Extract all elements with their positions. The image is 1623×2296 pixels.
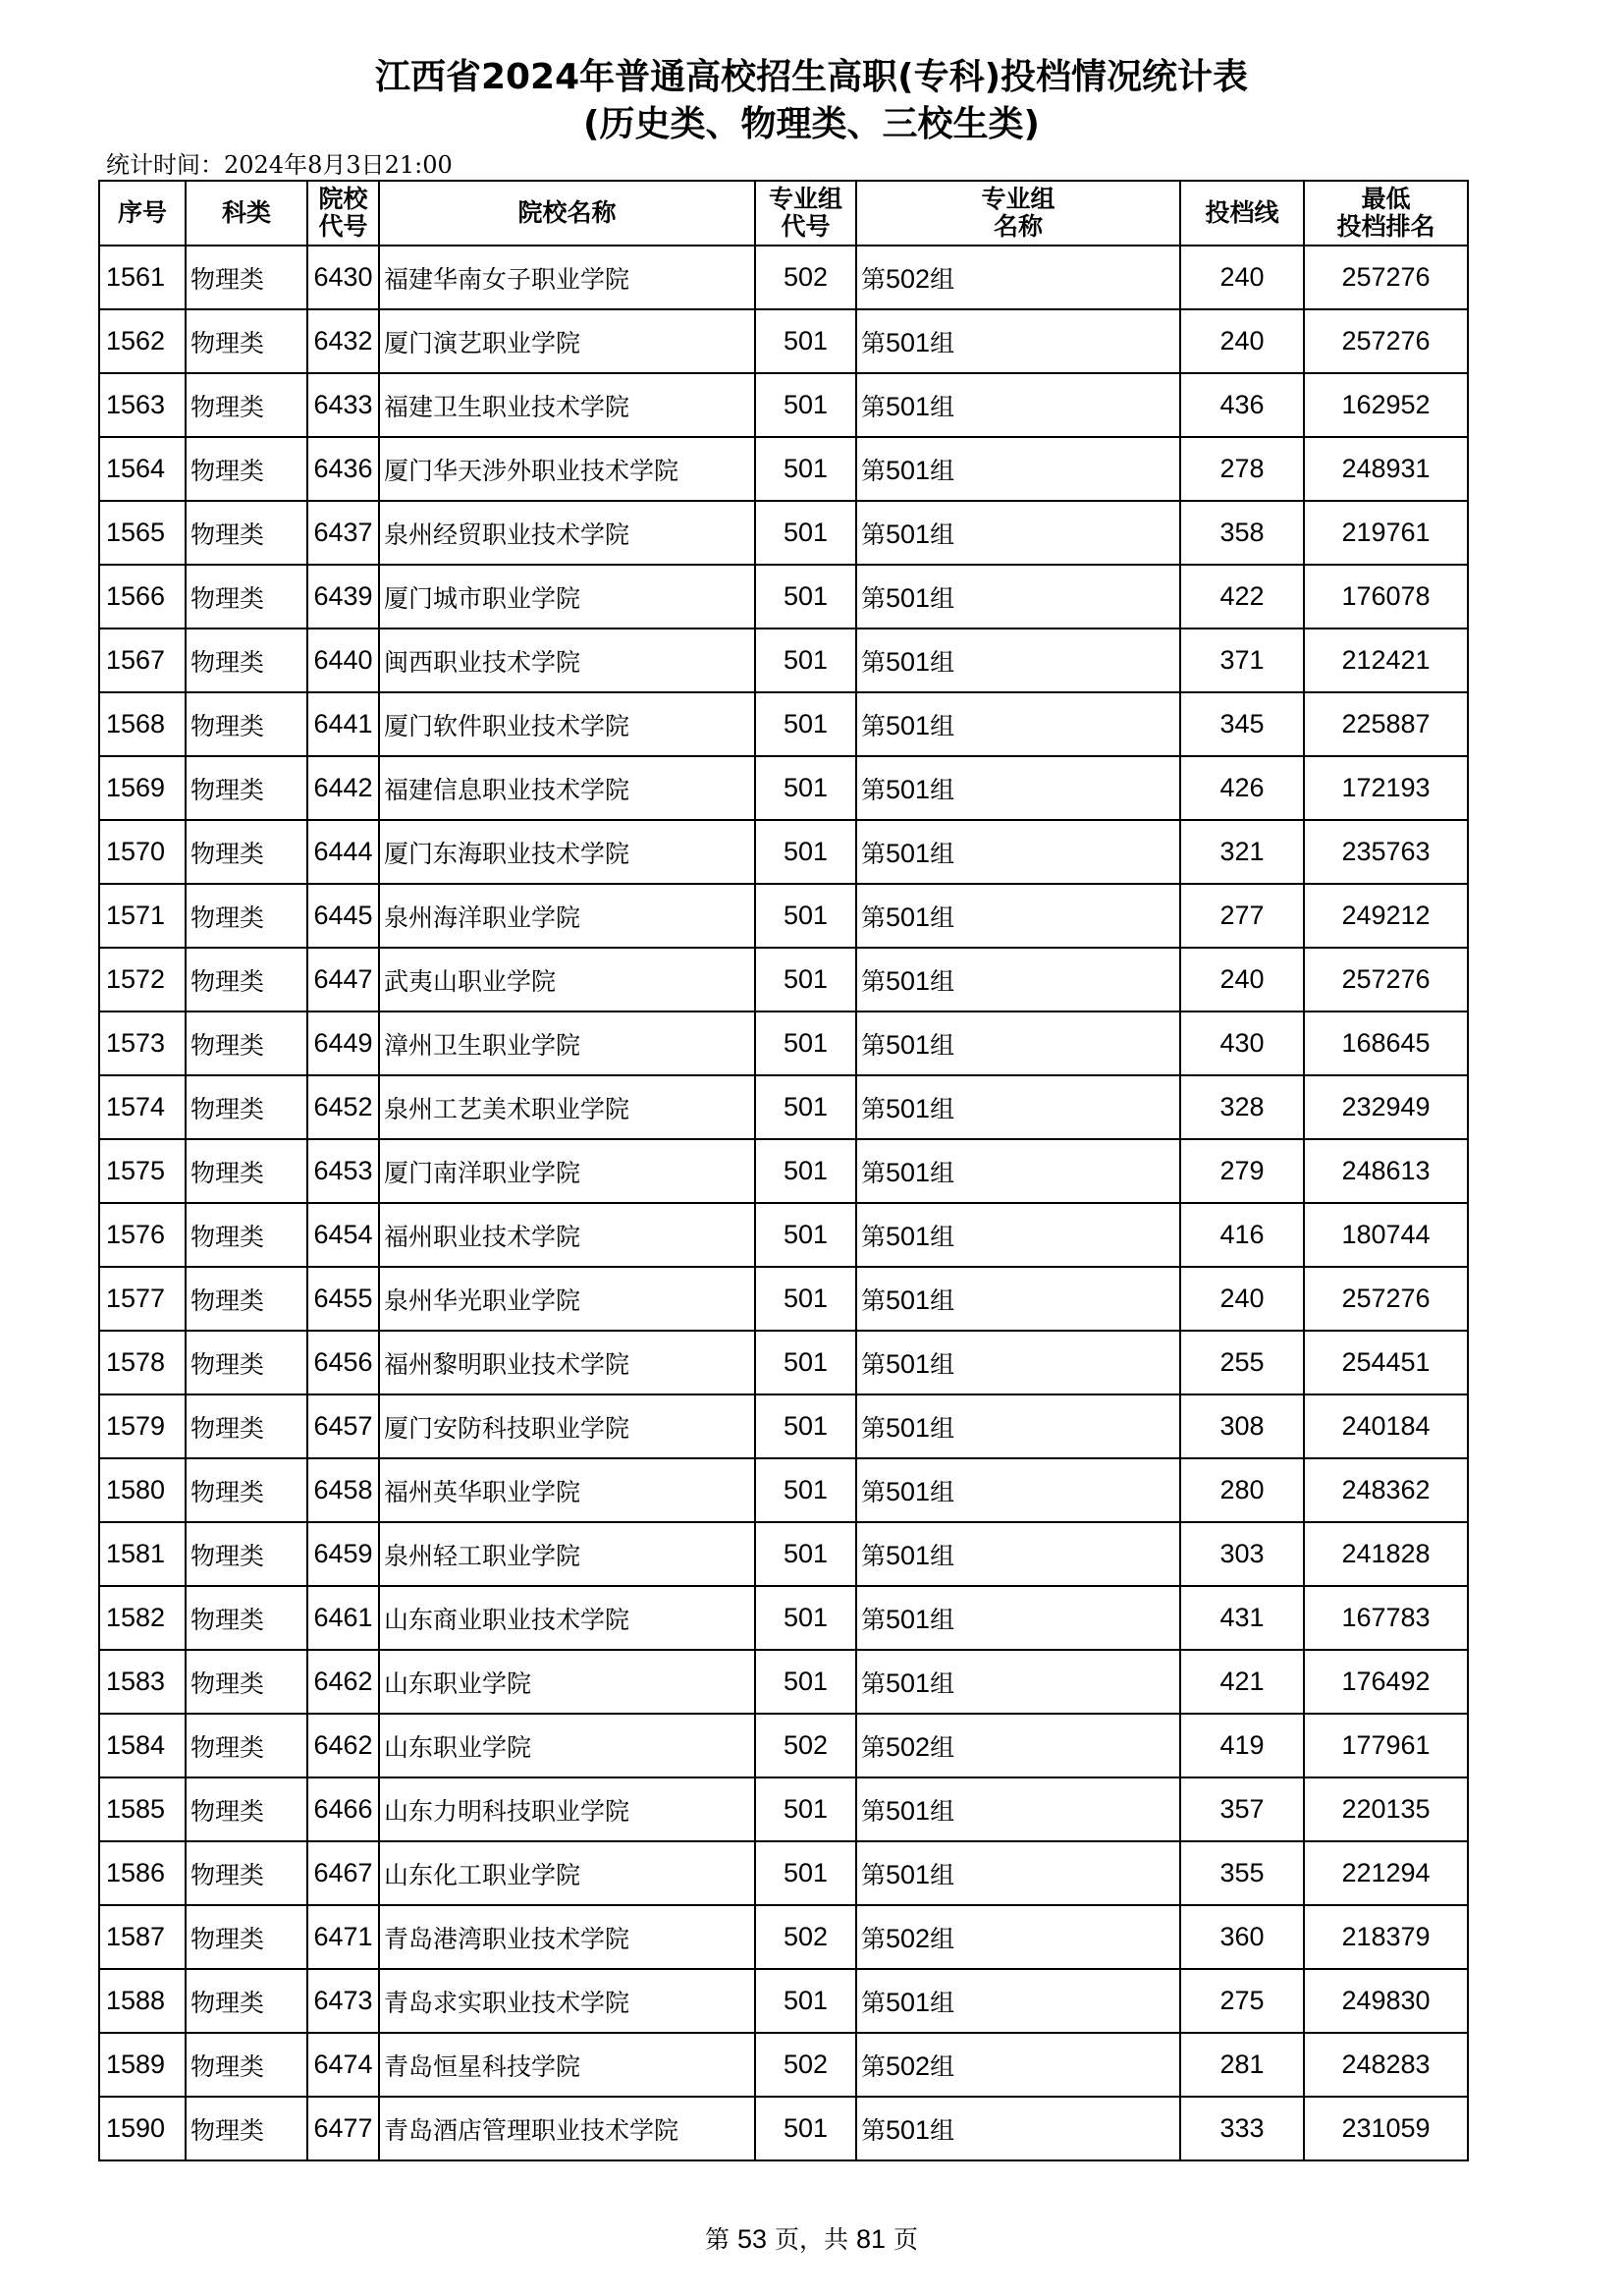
cell-min-rank: 249830 (1304, 1969, 1468, 2033)
cell-group-code: 502 (755, 1905, 856, 1969)
cell-group-name: 第501组 (856, 309, 1180, 373)
cell-score-line: 421 (1180, 1650, 1304, 1714)
cell-seq: 1578 (99, 1331, 186, 1394)
cell-school-name: 厦门安防科技职业学院 (379, 1394, 755, 1458)
table-row (99, 1075, 1468, 1139)
cell-school-name: 厦门演艺职业学院 (379, 309, 755, 373)
cell-school-code: 6432 (307, 309, 379, 373)
cell-min-rank: 235763 (1304, 820, 1468, 884)
table-row (99, 1714, 1468, 1777)
cell-school-code: 6440 (307, 629, 379, 692)
cell-score-line: 321 (1180, 820, 1304, 884)
cell-min-rank: 248613 (1304, 1139, 1468, 1203)
cell-category: 物理类 (186, 437, 307, 501)
cell-seq: 1582 (99, 1586, 186, 1650)
header-seq: 序号 (99, 181, 186, 246)
table-row (99, 692, 1468, 756)
cell-min-rank: 257276 (1304, 309, 1468, 373)
cell-group-code: 501 (755, 1075, 856, 1139)
cell-group-code: 501 (755, 692, 856, 756)
cell-seq: 1577 (99, 1267, 186, 1331)
cell-min-rank: 221294 (1304, 1841, 1468, 1905)
cell-group-code: 501 (755, 373, 856, 437)
cell-school-name: 山东化工职业学院 (379, 1841, 755, 1905)
cell-seq: 1563 (99, 373, 186, 437)
cell-school-name: 泉州轻工职业学院 (379, 1522, 755, 1586)
cell-group-code: 501 (755, 309, 856, 373)
cell-group-name: 第501组 (856, 1586, 1180, 1650)
cell-school-name: 福州黎明职业技术学院 (379, 1331, 755, 1394)
cell-score-line: 360 (1180, 1905, 1304, 1969)
cell-category: 物理类 (186, 756, 307, 820)
header-school-name: 院校名称 (379, 181, 755, 246)
cell-school-name: 福州英华职业学院 (379, 1458, 755, 1522)
cell-seq: 1590 (99, 2097, 186, 2160)
cell-school-name: 闽西职业技术学院 (379, 629, 755, 692)
cell-school-name: 福建信息职业技术学院 (379, 756, 755, 820)
cell-category: 物理类 (186, 246, 307, 309)
cell-school-code: 6445 (307, 884, 379, 948)
cell-school-name: 厦门城市职业学院 (379, 565, 755, 629)
cell-school-name: 青岛港湾职业技术学院 (379, 1905, 755, 1969)
table-row (99, 1905, 1468, 1969)
cell-score-line: 279 (1180, 1139, 1304, 1203)
cell-school-code: 6442 (307, 756, 379, 820)
cell-score-line: 422 (1180, 565, 1304, 629)
cell-group-code: 501 (755, 437, 856, 501)
cell-seq: 1567 (99, 629, 186, 692)
cell-group-name: 第501组 (856, 756, 1180, 820)
cell-category: 物理类 (186, 309, 307, 373)
cell-category: 物理类 (186, 1586, 307, 1650)
table-row (99, 501, 1468, 565)
cell-category: 物理类 (186, 1331, 307, 1394)
cell-school-code: 6457 (307, 1394, 379, 1458)
cell-school-code: 6441 (307, 692, 379, 756)
cell-category: 物理类 (186, 1139, 307, 1203)
table-row (99, 565, 1468, 629)
cell-seq: 1565 (99, 501, 186, 565)
cell-score-line: 416 (1180, 1203, 1304, 1267)
cell-min-rank: 241828 (1304, 1522, 1468, 1586)
table-row (99, 2033, 1468, 2097)
table-body (99, 246, 1468, 2160)
cell-min-rank: 231059 (1304, 2097, 1468, 2160)
cell-school-name: 厦门华天涉外职业技术学院 (379, 437, 755, 501)
cell-group-code: 501 (755, 756, 856, 820)
cell-min-rank: 180744 (1304, 1203, 1468, 1267)
cell-group-name: 第501组 (856, 2097, 1180, 2160)
cell-group-name: 第501组 (856, 1394, 1180, 1458)
cell-score-line: 240 (1180, 948, 1304, 1011)
header-min-rank: 最低 投档排名 (1304, 181, 1468, 246)
cell-group-code: 501 (755, 501, 856, 565)
page-number: 53 (737, 2224, 768, 2254)
cell-group-name: 第501组 (856, 1011, 1180, 1075)
cell-score-line: 426 (1180, 756, 1304, 820)
cell-group-name: 第501组 (856, 437, 1180, 501)
header-group-code: 专业组 代号 (755, 181, 856, 246)
cell-score-line: 278 (1180, 437, 1304, 501)
cell-seq: 1589 (99, 2033, 186, 2097)
cell-score-line: 328 (1180, 1075, 1304, 1139)
cell-school-name: 青岛酒店管理职业技术学院 (379, 2097, 755, 2160)
cell-group-name: 第501组 (856, 1267, 1180, 1331)
cell-group-name: 第501组 (856, 629, 1180, 692)
cell-group-code: 501 (755, 1139, 856, 1203)
cell-seq: 1572 (99, 948, 186, 1011)
cell-group-code: 501 (755, 1011, 856, 1075)
cell-min-rank: 232949 (1304, 1075, 1468, 1139)
cell-school-code: 6474 (307, 2033, 379, 2097)
table-row (99, 1139, 1468, 1203)
table-row (99, 246, 1468, 309)
cell-min-rank: 248362 (1304, 1458, 1468, 1522)
cell-school-name: 厦门软件职业技术学院 (379, 692, 755, 756)
table-row (99, 1267, 1468, 1331)
cell-group-code: 502 (755, 2033, 856, 2097)
cell-school-code: 6447 (307, 948, 379, 1011)
table-row (99, 309, 1468, 373)
cell-category: 物理类 (186, 948, 307, 1011)
cell-score-line: 436 (1180, 373, 1304, 437)
cell-category: 物理类 (186, 820, 307, 884)
cell-group-code: 501 (755, 1267, 856, 1331)
cell-score-line: 308 (1180, 1394, 1304, 1458)
header-category: 科类 (186, 181, 307, 246)
table-row (99, 1458, 1468, 1522)
cell-group-name: 第501组 (856, 373, 1180, 437)
page-title: 江西省2024年普通高校招生高职(专科)投档情况统计表 (374, 57, 1249, 97)
cell-seq: 1574 (99, 1075, 186, 1139)
table-row (99, 629, 1468, 692)
cell-category: 物理类 (186, 1777, 307, 1841)
cell-min-rank: 257276 (1304, 246, 1468, 309)
cell-group-name: 第501组 (856, 1522, 1180, 1586)
cell-school-code: 6462 (307, 1650, 379, 1714)
cell-group-code: 501 (755, 1841, 856, 1905)
cell-category: 物理类 (186, 2097, 307, 2160)
cell-category: 物理类 (186, 1969, 307, 2033)
cell-group-code: 502 (755, 1714, 856, 1777)
cell-category: 物理类 (186, 501, 307, 565)
cell-score-line: 431 (1180, 1586, 1304, 1650)
cell-min-rank: 249212 (1304, 884, 1468, 948)
cell-group-name: 第501组 (856, 692, 1180, 756)
cell-group-code: 501 (755, 820, 856, 884)
cell-min-rank: 257276 (1304, 948, 1468, 1011)
cell-group-code: 501 (755, 1586, 856, 1650)
cell-school-name: 青岛求实职业技术学院 (379, 1969, 755, 2033)
cell-school-name: 泉州海洋职业学院 (379, 884, 755, 948)
cell-seq: 1564 (99, 437, 186, 501)
cell-group-name: 第501组 (856, 1777, 1180, 1841)
cell-group-code: 501 (755, 629, 856, 692)
cell-school-name: 厦门东海职业技术学院 (379, 820, 755, 884)
cell-min-rank: 172193 (1304, 756, 1468, 820)
cell-school-code: 6430 (307, 246, 379, 309)
table-row (99, 1394, 1468, 1458)
cell-school-code: 6455 (307, 1267, 379, 1331)
cell-seq: 1583 (99, 1650, 186, 1714)
cell-group-name: 第501组 (856, 501, 1180, 565)
cell-score-line: 345 (1180, 692, 1304, 756)
cell-seq: 1570 (99, 820, 186, 884)
cell-score-line: 357 (1180, 1777, 1304, 1841)
cell-school-name: 泉州华光职业学院 (379, 1267, 755, 1331)
cell-min-rank: 162952 (1304, 373, 1468, 437)
table-row (99, 1011, 1468, 1075)
cell-min-rank: 254451 (1304, 1331, 1468, 1394)
cell-score-line: 240 (1180, 1267, 1304, 1331)
cell-seq: 1580 (99, 1458, 186, 1522)
cell-group-code: 502 (755, 246, 856, 309)
cell-school-name: 福州职业技术学院 (379, 1203, 755, 1267)
cell-score-line: 240 (1180, 309, 1304, 373)
cell-school-code: 6477 (307, 2097, 379, 2160)
cell-score-line: 371 (1180, 629, 1304, 692)
cell-min-rank: 212421 (1304, 629, 1468, 692)
cell-group-name: 第502组 (856, 1905, 1180, 1969)
cell-group-code: 501 (755, 1331, 856, 1394)
cell-group-code: 501 (755, 1458, 856, 1522)
page-total: 81 (855, 2224, 886, 2254)
table-row (99, 1650, 1468, 1714)
cell-school-code: 6433 (307, 373, 379, 437)
cell-school-code: 6462 (307, 1714, 379, 1777)
cell-min-rank: 176492 (1304, 1650, 1468, 1714)
cell-score-line: 280 (1180, 1458, 1304, 1522)
cell-school-name: 福建卫生职业技术学院 (379, 373, 755, 437)
cell-seq: 1562 (99, 309, 186, 373)
cell-school-name: 山东职业学院 (379, 1650, 755, 1714)
cell-score-line: 303 (1180, 1522, 1304, 1586)
cell-score-line: 281 (1180, 2033, 1304, 2097)
cell-school-code: 6444 (307, 820, 379, 884)
cell-group-name: 第502组 (856, 2033, 1180, 2097)
cell-group-code: 501 (755, 1777, 856, 1841)
cell-seq: 1587 (99, 1905, 186, 1969)
cell-seq: 1566 (99, 565, 186, 629)
cell-seq: 1586 (99, 1841, 186, 1905)
cell-group-name: 第502组 (856, 246, 1180, 309)
cell-school-code: 6459 (307, 1522, 379, 1586)
cell-category: 物理类 (186, 629, 307, 692)
table-row (99, 1203, 1468, 1267)
cell-min-rank: 168645 (1304, 1011, 1468, 1075)
cell-category: 物理类 (186, 1011, 307, 1075)
cell-category: 物理类 (186, 1905, 307, 1969)
cell-score-line: 255 (1180, 1331, 1304, 1394)
cell-seq: 1576 (99, 1203, 186, 1267)
cell-school-code: 6439 (307, 565, 379, 629)
cell-min-rank: 177961 (1304, 1714, 1468, 1777)
cell-category: 物理类 (186, 1394, 307, 1458)
cell-seq: 1579 (99, 1394, 186, 1458)
table-row (99, 1841, 1468, 1905)
table-row (99, 948, 1468, 1011)
cell-school-name: 山东商业职业技术学院 (379, 1586, 755, 1650)
cell-min-rank: 240184 (1304, 1394, 1468, 1458)
cell-score-line: 240 (1180, 246, 1304, 309)
cell-school-code: 6471 (307, 1905, 379, 1969)
cell-category: 物理类 (186, 692, 307, 756)
cell-group-code: 501 (755, 1522, 856, 1586)
table-row (99, 1777, 1468, 1841)
header-group-name: 专业组 名称 (856, 181, 1180, 246)
cell-min-rank: 219761 (1304, 501, 1468, 565)
table-row (99, 1969, 1468, 2033)
cell-score-line: 275 (1180, 1969, 1304, 2033)
cell-school-code: 6452 (307, 1075, 379, 1139)
cell-school-code: 6453 (307, 1139, 379, 1203)
cell-category: 物理类 (186, 1267, 307, 1331)
table-row (99, 884, 1468, 948)
cell-seq: 1585 (99, 1777, 186, 1841)
cell-school-name: 山东职业学院 (379, 1714, 755, 1777)
cell-school-code: 6449 (307, 1011, 379, 1075)
table-row (99, 756, 1468, 820)
cell-group-name: 第501组 (856, 565, 1180, 629)
cell-group-name: 第501组 (856, 948, 1180, 1011)
cell-category: 物理类 (186, 373, 307, 437)
cell-seq: 1571 (99, 884, 186, 948)
admission-table (98, 180, 1469, 2161)
table-header (99, 181, 1468, 246)
cell-min-rank: 225887 (1304, 692, 1468, 756)
cell-group-name: 第501组 (856, 1331, 1180, 1394)
cell-group-code: 501 (755, 948, 856, 1011)
table-row (99, 1522, 1468, 1586)
cell-category: 物理类 (186, 884, 307, 948)
table-row (99, 2097, 1468, 2160)
cell-score-line: 358 (1180, 501, 1304, 565)
cell-category: 物理类 (186, 1458, 307, 1522)
cell-score-line: 277 (1180, 884, 1304, 948)
cell-group-code: 501 (755, 1203, 856, 1267)
cell-group-code: 501 (755, 1969, 856, 2033)
cell-school-name: 厦门南洋职业学院 (379, 1139, 755, 1203)
cell-min-rank: 220135 (1304, 1777, 1468, 1841)
table-row (99, 437, 1468, 501)
cell-min-rank: 248283 (1304, 2033, 1468, 2097)
cell-seq: 1584 (99, 1714, 186, 1777)
table-row (99, 1331, 1468, 1394)
cell-group-name: 第501组 (856, 1458, 1180, 1522)
cell-score-line: 355 (1180, 1841, 1304, 1905)
cell-category: 物理类 (186, 1650, 307, 1714)
cell-school-code: 6466 (307, 1777, 379, 1841)
cell-group-code: 501 (755, 1394, 856, 1458)
cell-group-name: 第502组 (856, 1714, 1180, 1777)
cell-group-name: 第501组 (856, 1841, 1180, 1905)
cell-school-name: 泉州工艺美术职业学院 (379, 1075, 755, 1139)
cell-school-code: 6437 (307, 501, 379, 565)
cell-school-name: 福建华南女子职业学院 (379, 246, 755, 309)
cell-group-code: 501 (755, 1650, 856, 1714)
cell-category: 物理类 (186, 2033, 307, 2097)
cell-school-code: 6473 (307, 1969, 379, 2033)
header-score-line: 投档线 (1180, 181, 1304, 246)
cell-school-code: 6467 (307, 1841, 379, 1905)
cell-seq: 1573 (99, 1011, 186, 1075)
cell-school-code: 6458 (307, 1458, 379, 1522)
cell-group-name: 第501组 (856, 1650, 1180, 1714)
cell-category: 物理类 (186, 1714, 307, 1777)
cell-group-name: 第501组 (856, 1203, 1180, 1267)
cell-group-name: 第501组 (856, 884, 1180, 948)
header-school-code: 院校 代号 (307, 181, 379, 246)
cell-seq: 1561 (99, 246, 186, 309)
cell-school-code: 6436 (307, 437, 379, 501)
cell-seq: 1581 (99, 1522, 186, 1586)
cell-school-name: 青岛恒星科技学院 (379, 2033, 755, 2097)
cell-seq: 1569 (99, 756, 186, 820)
cell-category: 物理类 (186, 1522, 307, 1586)
cell-seq: 1588 (99, 1969, 186, 2033)
cell-category: 物理类 (186, 1841, 307, 1905)
cell-school-code: 6454 (307, 1203, 379, 1267)
cell-min-rank: 257276 (1304, 1267, 1468, 1331)
cell-group-name: 第501组 (856, 1969, 1180, 2033)
cell-group-code: 501 (755, 565, 856, 629)
cell-school-code: 6461 (307, 1586, 379, 1650)
cell-category: 物理类 (186, 1203, 307, 1267)
cell-score-line: 430 (1180, 1011, 1304, 1075)
table-row (99, 820, 1468, 884)
cell-group-code: 501 (755, 2097, 856, 2160)
stat-time: 统计时间：2024年8月3日21:00 (106, 151, 453, 179)
cell-score-line: 419 (1180, 1714, 1304, 1777)
cell-min-rank: 167783 (1304, 1586, 1468, 1650)
cell-score-line: 333 (1180, 2097, 1304, 2160)
cell-school-code: 6456 (307, 1331, 379, 1394)
cell-school-name: 漳州卫生职业学院 (379, 1011, 755, 1075)
cell-school-name: 泉州经贸职业技术学院 (379, 501, 755, 565)
cell-school-name: 武夷山职业学院 (379, 948, 755, 1011)
cell-category: 物理类 (186, 565, 307, 629)
cell-group-name: 第501组 (856, 820, 1180, 884)
table-row (99, 1586, 1468, 1650)
cell-seq: 1575 (99, 1139, 186, 1203)
cell-min-rank: 248931 (1304, 437, 1468, 501)
cell-group-name: 第501组 (856, 1139, 1180, 1203)
cell-min-rank: 218379 (1304, 1905, 1468, 1969)
page-footer: 第 53 页，共 81 页 (705, 2224, 918, 2254)
cell-group-name: 第501组 (856, 1075, 1180, 1139)
cell-category: 物理类 (186, 1075, 307, 1139)
cell-group-code: 501 (755, 884, 856, 948)
cell-school-name: 山东力明科技职业学院 (379, 1777, 755, 1841)
cell-seq: 1568 (99, 692, 186, 756)
page-subtitle: (历史类、物理类、三校生类) (583, 104, 1040, 144)
table-row (99, 373, 1468, 437)
cell-min-rank: 176078 (1304, 565, 1468, 629)
